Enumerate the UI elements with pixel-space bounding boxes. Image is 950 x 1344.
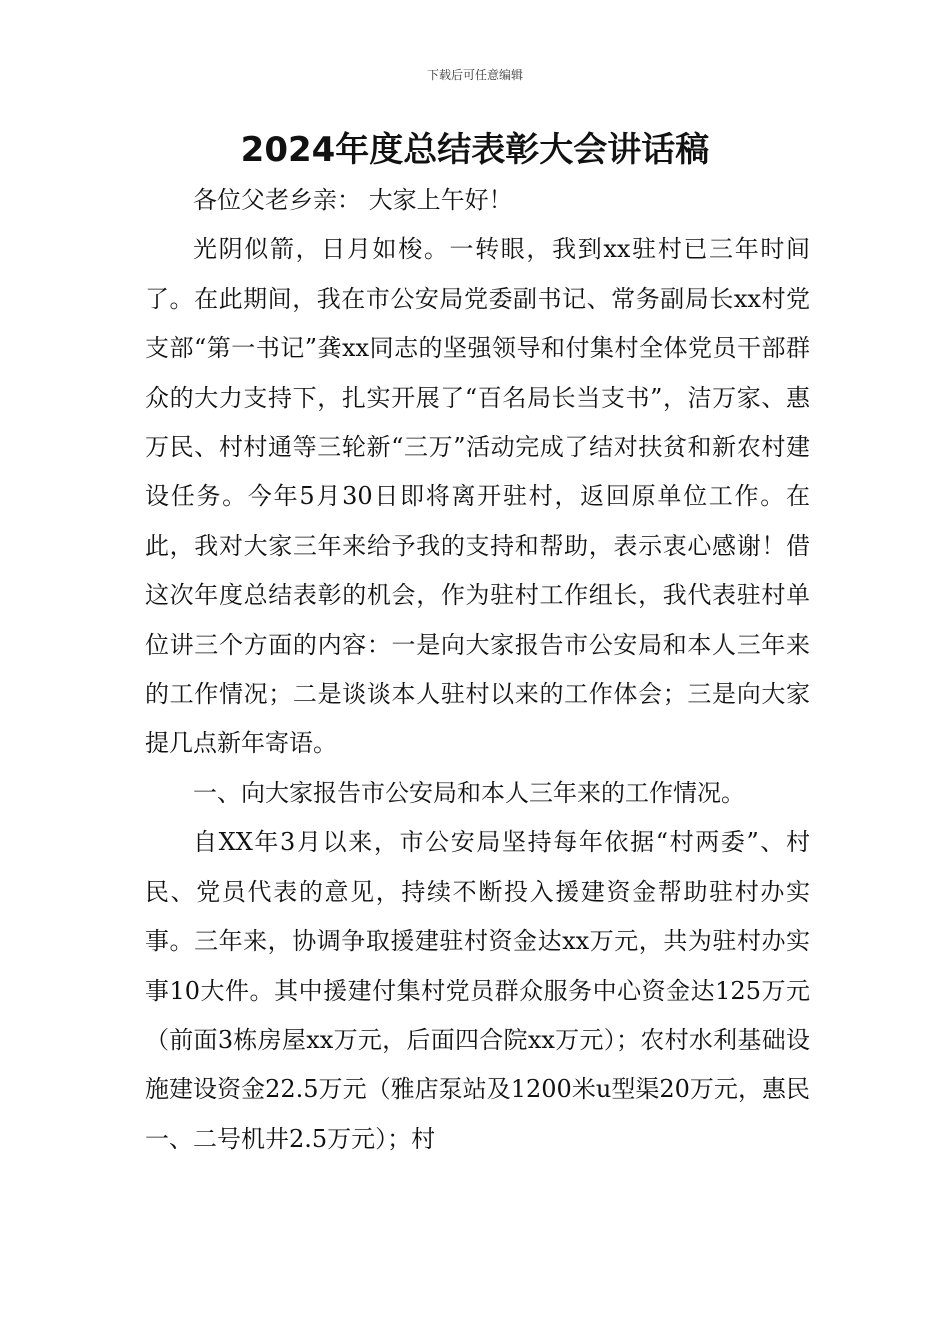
section-heading-1: 一、向大家报告市公安局和本人三年来的工作情况。: [193, 778, 745, 807]
paragraph-section-1: 自XX年3月以来，市公安局坚持每年依据“村两委”、村民、党员代表的意见，持续不断投入援建资金帮助驻村办实事。三年来，协调争取援建驻村资金达xx万元，共为驻村办实事10大件。其中援建付集村党员群众服务中心资金达125万元（前面3栋房屋xx万元，后面四合院xx万元）；农村水利基础设施建设资金22.5万元（雅店泵站及1200米u型渠20万元，惠民一、二号机井2.5万元）；村: [145, 828, 810, 1153]
paragraph-intro: 光阴似箭，日月如梭。一转眼，我到xx驻村已三年时间了。在此期间，我在市公安局党委副书记、常务副局长xx村党支部“第一书记”龚xx同志的坚强领导和付集村全体党员干部群众的大力支持下，扎实开展了“百名局长当支书”，洁万家、惠万民、村村通等三轮新“三万”活动完成了结对扶贫和新农村建设任务。今年5月30日即将离开驻村，返回原单位工作。在此，我对大家三年来给予我的支持和帮助，表示衷心感谢！借这次年度总结表彰的机会，作为驻村工作组长，我代表驻村单位讲三个方面的内容：一是向大家报告市公安局和本人三年来的工作情况；二是谈谈本人驻村以来的工作体会；三是向大家提几点新年寄语。: [145, 235, 810, 758]
document-body: [145, 176, 810, 1164]
document-title: 2024年度总结表彰大会讲话稿: [240, 130, 710, 170]
paragraph-greeting: 各位父老乡亲： 大家上午好！: [193, 186, 513, 214]
header-note: 下载后可任意编辑: [426, 68, 523, 82]
